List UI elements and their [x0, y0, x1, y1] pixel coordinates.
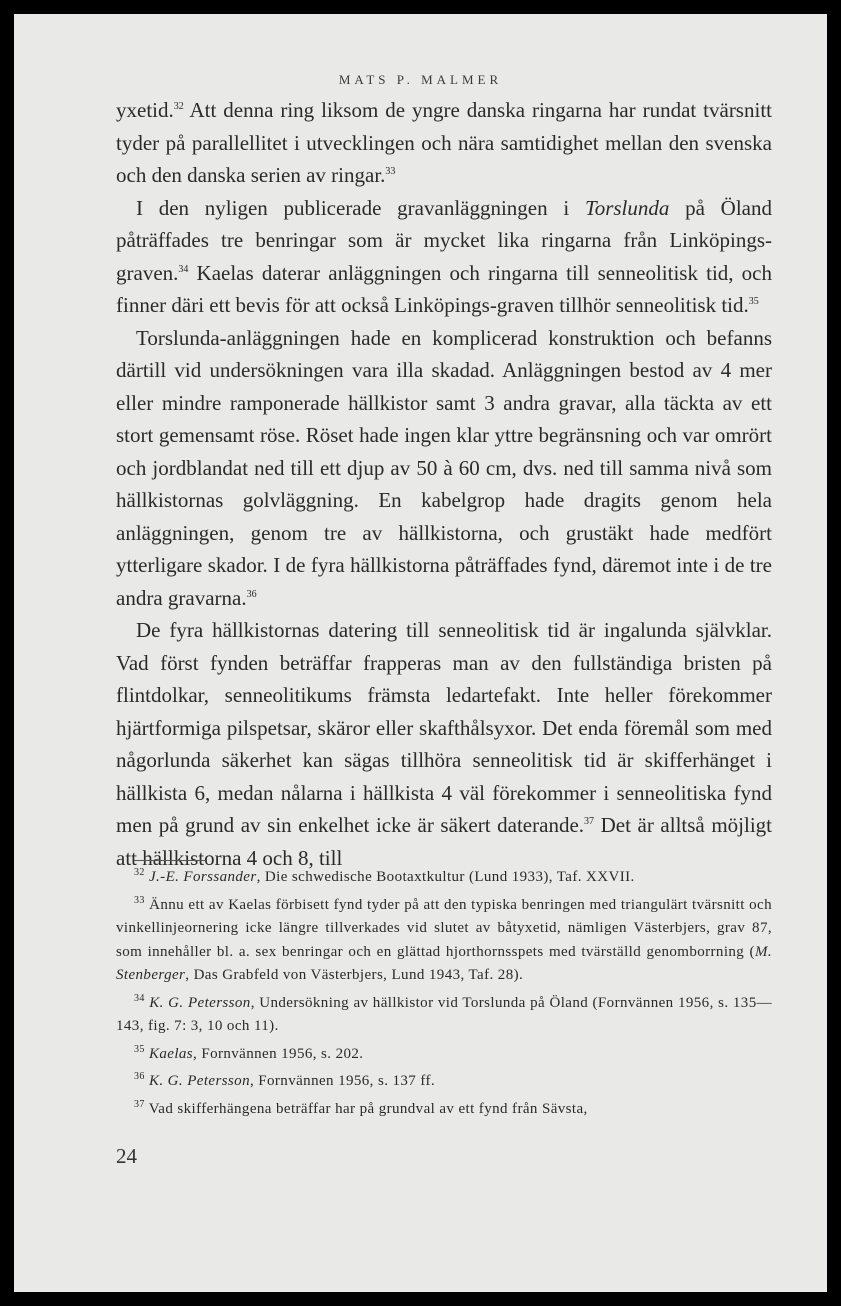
- footnote-divider: [134, 860, 206, 861]
- running-head: MATS P. MALMER: [338, 72, 503, 87]
- footnotes: [116, 866, 772, 1125]
- main-text: [116, 94, 772, 874]
- paragraph-3: Torslunda-anläggningen hade en komplicerad konstruktion och befanns därtill vid undersökningen vara illa skadad. Anläggningen bestod av 4 mer eller mindre ramponerade hällkistor samt 3 andra gravar, alla täckta av ett stort gemensamt röse. Röset hade ingen klar yttre begränsning och var omrört och jordblandat ned till ett djup av 50 à 60 cm, dvs. ned till samma nivå som hällkistornas golvläggning. En kabelgrop hade dragits genom hela anläggningen, genom tre av hällkistorna, och grustäkt hade medfört ytterligare skador. I de fyra hällkistorna påträffades fynd, däremot inte i de tre andra gravarna.$^{36}$: [116, 325, 772, 610]
- footnote-32: $^{32}$ J.-E. Forssander, Die schwedische Bootaxtkultur (Lund 1933), Taf. XXVII.: [134, 867, 635, 885]
- footnote-34: $^{34}$ K. G. Petersson, Undersökning av hällkistor vid Torslunda på Öland (Fornvännen 1956, s. 135—143, fig. 7: 3, 10 och 11).: [116, 992, 773, 1034]
- place-name: Torslunda: [584, 195, 670, 220]
- footnote-ref-35: 35: [748, 296, 759, 307]
- footnote-36: $^{36}$ K. G. Petersson, Fornvännen 1956, s. 137 ff.: [134, 1071, 436, 1089]
- footnote-35: $^{35}$ Kaelas, Fornvännen 1956, s. 202.: [134, 1043, 364, 1062]
- paragraph-2: I den nyligen publicerade gravanläggningen i Torslunda på Öland påträffades tre benringar som är mycket lika ringarna från Linköpings-graven.$^{34}$ Kaelas daterar anläggningen och ringarna till senneolitisk tid, och finner däri ett bevis för att också Linköpings-graven tillhör senneolitisk tid.$^{35}$: [116, 195, 772, 317]
- footnote-ref-33: 33: [385, 166, 396, 177]
- footnote-ref-36: 36: [246, 588, 257, 600]
- footnote-ref-34: 34: [178, 263, 189, 275]
- footnote-ref-37: 37: [584, 816, 595, 827]
- page-number: 24: [116, 1144, 137, 1168]
- footnote-33: $^{33}$ Ännu ett av Kaelas förbisett fynd tyder på att den typiska benringen med triangulärt tvärsnitt och vinkellinjeornering icke längre tillverkades vid slutet av båtyxetid, nämligen Västerbjers, grav 87, som innehåller bl. a. sex benringar och en glättad hjorthornsspets med tvärställd genomborrning (M. Stenberger, Das Grabfeld von Västerbjers, Lund 1943, Taf. 28).: [116, 894, 772, 983]
- footnote-37: $^{37}$ Vad skifferhängena beträffar har på grundval av ett fynd från Sävsta,: [134, 1098, 588, 1117]
- footnote-ref-32: 32: [173, 101, 184, 112]
- book-page: [14, 14, 827, 1292]
- paragraph-1: yxetid.$^{32}$ Att denna ring liksom de yngre danska ringarna har rundat tvärsnitt tyder på parallellitet i utvecklingen och nära samtidighet mellan den svenska och den danska serien av ringar.$^{33}$: [116, 98, 772, 187]
- paragraph-4: De fyra hällkistornas datering till senneolitisk tid är ingalunda självklar. Vad först fynden beträffar frapperas man av den fullständiga bristen på flintdolkar, senneolitikums främsta ledartefakt. Inte heller förekommer hjärtformiga pilspetsar, skäror eller skafthålsyxor. Det enda föremål som med någorlunda säkerhet kan sägas tillhöra senneolitisk tid är skifferhänget i hällkista 6, medan nålarna i hällkista 4 väl förekommer i senneolitiska fynd men på grund av sin enkelhet icke är säkert daterande.$^{37}$ Det är alltså möjligt att hällkistorna 4 och 8, till: [116, 618, 772, 870]
